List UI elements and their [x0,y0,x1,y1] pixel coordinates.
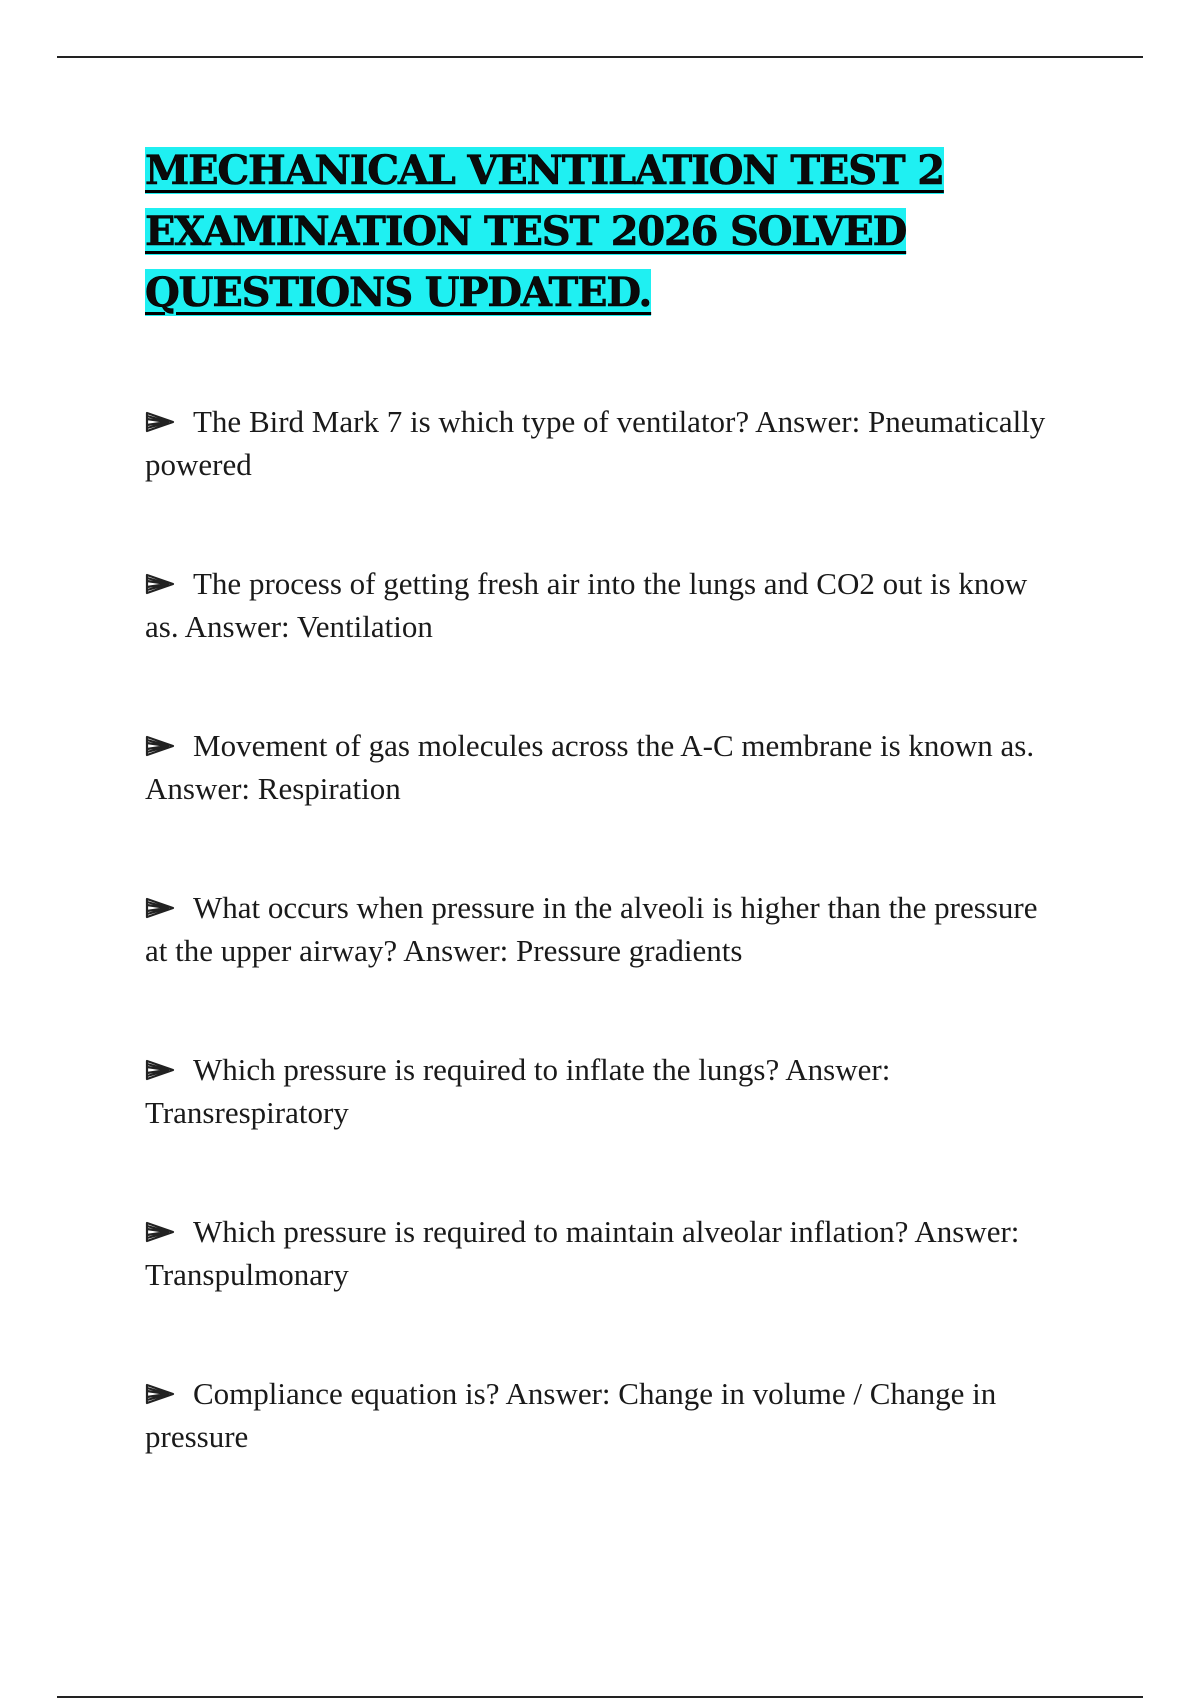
list-item [145,886,1065,971]
list-item [145,1372,1065,1457]
qa-text: Which pressure is required to maintain alveolar inflation? Answer: Transpulmonary [145,1214,1020,1292]
qa-text: Movement of gas molecules across the A-C membrane is known as. Answer: Respiration [145,728,1035,806]
list-item [145,724,1065,809]
list-item [145,1048,1065,1133]
arrowhead-bullet-icon [145,735,175,757]
qa-text: The Bird Mark 7 is which type of ventilator? Answer: Pneumatically powered [145,404,1046,482]
list-item [145,1210,1065,1295]
document-title [145,140,1045,323]
qa-text: The process of getting fresh air into the lungs and CO2 out is know as. Answer: Ventilation [145,566,1028,644]
qa-text: What occurs when pressure in the alveoli is higher than the pressure at the upper airway? Answer: Pressure gradients [145,890,1038,968]
arrowhead-bullet-icon [145,573,175,595]
arrowhead-bullet-icon [145,411,175,433]
qa-text: Compliance equation is? Answer: Change in volume / Change in pressure [145,1376,997,1454]
footer-rule [57,1696,1143,1698]
arrowhead-bullet-icon [145,1383,175,1405]
list-item [145,400,1065,485]
arrowhead-bullet-icon [145,1221,175,1243]
arrowhead-bullet-icon [145,1059,175,1081]
qa-list [145,400,1065,1534]
arrowhead-bullet-icon [145,897,175,919]
title-highlight: MECHANICAL VENTILATION TEST 2 EXAMINATION TEST 2026 SOLVED QUESTIONS UPDATED. [145,147,944,316]
header-rule [57,56,1143,58]
qa-text: Which pressure is required to inflate the lungs? Answer: Transrespiratory [145,1052,891,1130]
list-item [145,562,1065,647]
